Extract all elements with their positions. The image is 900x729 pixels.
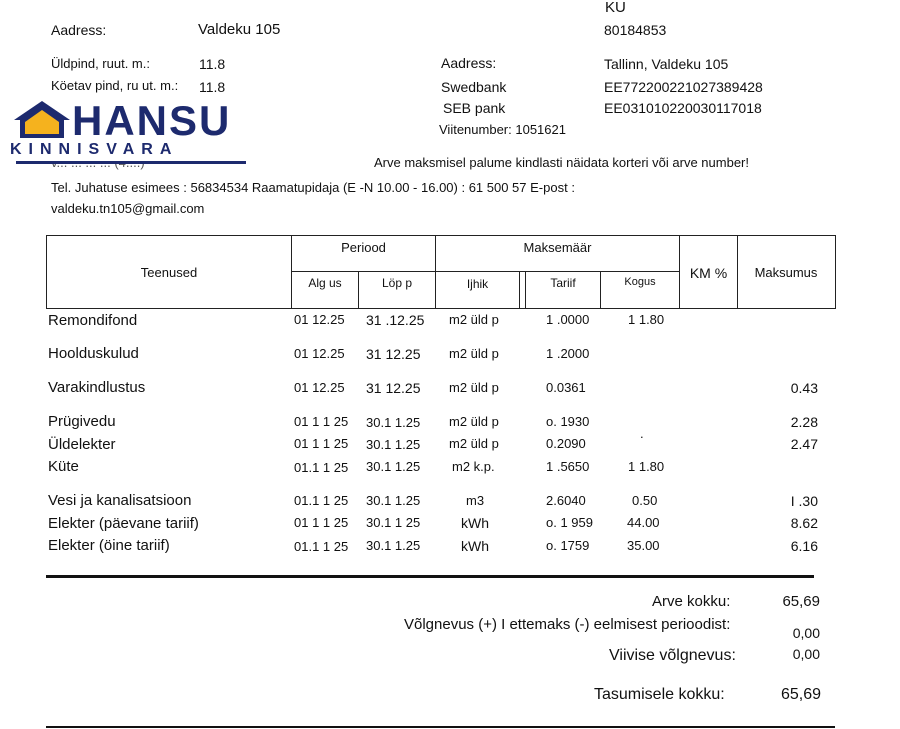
header-rate: Maksemäär [523,240,592,255]
total-area-label: Üldpind, ruut. m.: [51,56,150,71]
row-start: 01.1 1 25 [294,493,349,508]
bank-address-label: Aadress: [441,55,497,71]
house-icon [10,98,74,142]
invoice-total-label: Arve kokku: [652,593,731,610]
row-unit: m3 [466,493,485,508]
bank1-iban: EE772200221027389428 [604,79,763,95]
address-value: Valdeku 105 [198,21,281,38]
invoice-total-value: 65,69 [782,593,820,610]
logo-subtitle: KINNISVARA [10,141,179,158]
bank1-name: Swedbank [441,79,507,95]
address-label: Aadress: [51,22,107,38]
penalty-label: Viivise võlgnevus: [609,647,736,664]
header-tariff: Tariif [550,276,576,290]
row-tariff: o. 1 959 [546,515,593,530]
row-unit: m2 üld p [449,312,499,327]
row-unit: kWh [461,538,489,554]
row-unit: m2 üld p [449,380,499,395]
row-tariff: 1 .5650 [546,459,590,474]
row-service: Remondifond [48,312,138,329]
row-service: Elekter (päevane tariif) [48,515,199,532]
bank2-name: SEB pank [443,100,506,116]
row-service: Elekter (öine tariif) [48,537,170,554]
registry-code: 80184853 [604,22,667,38]
row-end: 31 12.25 [366,346,421,362]
row-start: 01 12.25 [294,380,345,395]
row-end: 30.1 1.25 [366,437,421,452]
row-qty: 35.00 [627,538,660,553]
header-amount: Maksumus [754,265,818,280]
header-end: Löp p [381,276,413,290]
row-service: Prügivedu [48,413,116,430]
row-unit: m2 üld p [449,414,499,429]
row-qty: 44.00 [627,515,660,530]
header-services: Teenused [140,265,198,280]
logo-word: HANSU [72,97,232,144]
row-unit: m2 k.p. [452,459,495,474]
row-tariff: o. 1759 [546,538,590,553]
bank2-iban: EE031010220030117018 [604,100,762,116]
row-end: 30.1 1.25 [366,538,421,553]
header-period: Periood [341,240,386,255]
row-end: 30.1 1 25 [366,515,421,530]
row-end: 30.1 1.25 [366,415,421,430]
row-unit: m2 üld p [449,346,499,361]
row-end: 30.1 1.25 [366,493,421,508]
penalty-value: 0,00 [792,646,820,662]
row-start: 01.1 1 25 [294,460,349,475]
row-service: Hoolduskulud [48,345,139,362]
row-service: Vesi ja kanalisatsioon [48,492,192,509]
row-qty: . [640,426,644,441]
row-unit: kWh [461,515,489,531]
row-start: 01.1 1 25 [294,539,349,554]
row-start: 01 1 1 25 [294,436,349,451]
reference-number: Viitenumber: 1051621 [439,122,566,137]
payment-note: Arve maksmisel palume kindlasti näidata korteri või arve number! [374,155,749,170]
row-amount: 2.28 [790,414,818,430]
row-tariff: 2.6040 [546,493,586,508]
row-amount: 2.47 [790,436,818,452]
bank-address-value: Tallinn, Valdeku 105 [604,56,729,72]
due-value: 65,69 [780,686,821,703]
header-vat: KM % [689,265,728,281]
row-service: Küte [48,458,79,475]
header-start: Alg us [308,276,342,290]
row-start: 01 1 1 25 [294,515,349,530]
heated-area-label: Köetav pind, ru ut. m.: [51,78,179,93]
row-tariff: 1 .0000 [546,312,590,327]
row-unit: m2 üld p [449,436,499,451]
header-unit: Ijhik [466,277,489,291]
contact-email: valdeku.tn105@gmail.com [51,201,205,216]
row-amount: 8.62 [790,515,818,531]
row-service: Varakindlustus [48,379,146,396]
total-area-value: 11.8 [199,56,226,72]
row-end: 31 12.25 [366,380,421,396]
header-quantity: Kogus [624,276,656,288]
due-label: Tasumisele kokku: [594,686,725,703]
row-qty: 0.50 [632,493,658,508]
logo-underline [16,161,246,164]
contact-line: Tel. Juhatuse esimees : 56834534 Raamatupidaja (E -N 10.00 - 16.00) : 61 500 57 E-post : [51,180,575,195]
company-logo [10,98,246,164]
ku-label: KU [605,0,626,16]
row-tariff: 0.0361 [546,380,586,395]
heated-area-value: 11.8 [199,79,226,95]
bottom-divider [46,726,835,728]
row-end: 30.1 1.25 [366,459,421,474]
row-service: Üldelekter [48,436,116,453]
debt-label: Võlgnevus (+) I ettemaks (-) eelmisest perioodist: [404,616,731,633]
row-tariff: o. 1930 [546,414,590,429]
row-end: 31 .12.25 [366,312,425,328]
row-tariff: 0.2090 [546,436,586,451]
row-qty: 1 1.80 [628,459,665,474]
row-start: 01 12.25 [294,346,345,361]
row-qty: 1 1.80 [628,312,665,327]
row-start: 01 1 1 25 [294,414,349,429]
row-amount: 0.43 [790,380,818,396]
row-amount: 6.16 [790,538,818,554]
row-start: 01 12.25 [294,312,345,327]
debt-value: 0,00 [792,625,820,641]
row-tariff: 1 .2000 [546,346,590,361]
row-amount: I .30 [790,493,818,509]
totals-divider [46,575,814,578]
